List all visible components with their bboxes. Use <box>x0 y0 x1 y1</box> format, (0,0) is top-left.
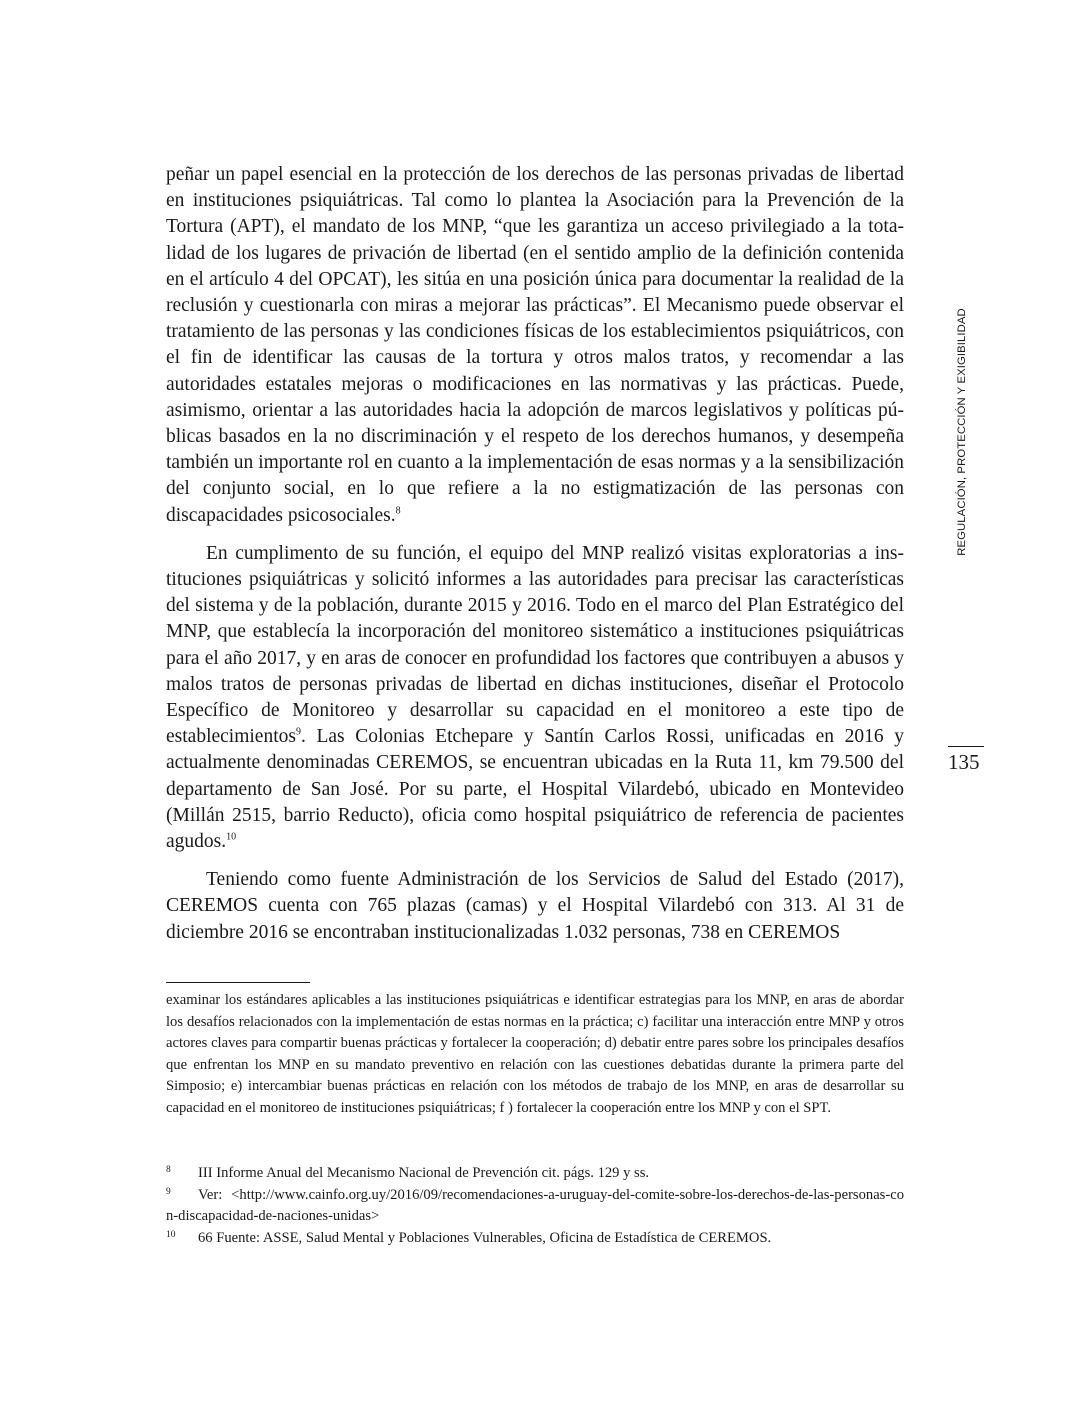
body-text <box>166 162 904 946</box>
footnote-text: 66 Fuente: ASSE, Salud Mental y Poblaciones Vulnerables, Oficina de Estadística de CEREMOS. <box>198 1229 772 1246</box>
paragraph <box>166 867 904 946</box>
paragraph-text: Teniendo como fuente Administración de los Servicios de Salud del Estado (2017), CEREMOS cuenta con 765 plazas (camas) y el Hospital Vilardebó con 313. Al 31 de diciembre 2016 se encontraban institucionalizadas 1.032 personas, 738 en CEREMOS <box>166 869 904 943</box>
footnote-separator <box>166 982 310 983</box>
footnote-link[interactable]: Ver: <http://www.cainfo.org.uy/2016/09/recomendaciones-a-uruguay-del-comite-sobre-los-derechos-de-las-personas-con-discapacidad-de-naciones-unidas> <box>166 1186 904 1225</box>
footnote-number: 9 <box>166 1186 171 1197</box>
paragraph <box>166 541 904 855</box>
running-head <box>950 300 974 565</box>
footnote-ref[interactable]: 8 <box>395 505 401 517</box>
footnote-number: 10 <box>166 1229 176 1240</box>
footnote-continuation: examinar los estándares aplicables a las instituciones psiquiátricas e identificar estrategias para los MNP, en aras de abordar los desafíos relacionados con la implementación de estas normas en la práctica; c) facilitar una interacción entre MNP y otros actores claves para compartir buenas prácticas y fortalecer la cooperación; d) debatir entre pares sobre los principales desafíos que enfrentan los MNP en su mandato preventivo en relación con las cuestiones debatidas durante la primera parte del Simposio; e) intercambiar buenas prácticas en relación con los métodos de trabajo de los MNP, en aras de desarrollar su capacidad en el monitoreo de instituciones psiquiátricas; f ) fortalecer la cooperación entre los MNP y con el SPT. <box>166 992 904 1116</box>
page-number: 135 <box>948 750 980 774</box>
footnotes <box>166 1163 904 1249</box>
paragraph-text: . Las Colonias Etchepare y Santín Carlos Rossi, unificadas en 2016 y actualmente denominadas CEREMOS, se encuentran ubicadas en la Ruta 11, km 79.500 del departamento de San José. Por su parte, el Hospital Vilardebó, ubicado en Montevideo (Millán 2515, barrio Reducto), oficia como hospital psiquiátrico de referencia de pacientes agudos. <box>166 726 904 853</box>
running-head-text: REGULACIÓN, PROTECCIÓN Y EXIGIBILIDAD <box>956 308 968 556</box>
footnote-number: 8 <box>166 1165 171 1175</box>
footnote <box>166 1185 904 1228</box>
paragraph-text: peñar un papel esencial en la protección de los derechos de las personas privadas de libertad en instituciones psiquiátricas. Tal como lo plantea la Asociación para la Prevención de la Tortura (APT), el mandato de los MNP, “que les garantiza un acceso privilegiado a la totalidad de los lugares de privación de libertad (en el sentido amplio de la definición contenida en el artículo 4 del OPCAT), les sitúa en una posición única para documentar la realidad de la reclusión y cuestionarla con miras a mejorar las prácticas”. El Mecanismo puede observar el tratamiento de las personas y las condiciones físicas de los establecimientos psiquiátricos, con el fin de identificar las causas de la tortura y otros malos tratos, y recomendar a las autoridades estatales mejoras o modificaciones en las normativas y las prácticas. Puede, asimismo, orientar a las autoridades hacia la adopción de marcos legislativos y políticas públicas basados en la no discriminación y el respeto de los derechos humanos, y desempeña también un importante rol en cuanto a la implementación de esas normas y a la sensibilización del conjunto social, en lo que refiere a la no estigmatización de las personas con discapacidades psicosociales. <box>166 164 904 526</box>
paragraph <box>166 162 904 529</box>
page-number-rule <box>948 746 984 747</box>
footnote-ref[interactable]: 9 <box>295 726 301 738</box>
footnote-text: III Informe Anual del Mecanismo Nacional de Prevención cit. págs. 129 y ss. <box>198 1165 650 1181</box>
footnote-ref[interactable]: 10 <box>226 831 237 843</box>
paragraph-text: En cumplimento de su función, el equipo del MNP realizó visitas exploratorias a instituciones psiquiátricas y solicitó informes a las autoridades para precisar las características del sistema y de la población, durante 2015 y 2016. Todo en el marco del Plan Estratégico del MNP, que establecía la incorporación del monitoreo sistemático a instituciones psiquiátricas para el año 2017, y en aras de conocer en profundidad los factores que contribuyen a abusos y malos tratos de personas privadas de libertad en dichas instituciones, diseñar el Protocolo Específico de Monitoreo y desarrollar su capacidad en el monitoreo a este tipo de establecimientos <box>166 542 904 748</box>
footnote <box>166 1163 904 1185</box>
footnote <box>166 1228 904 1250</box>
